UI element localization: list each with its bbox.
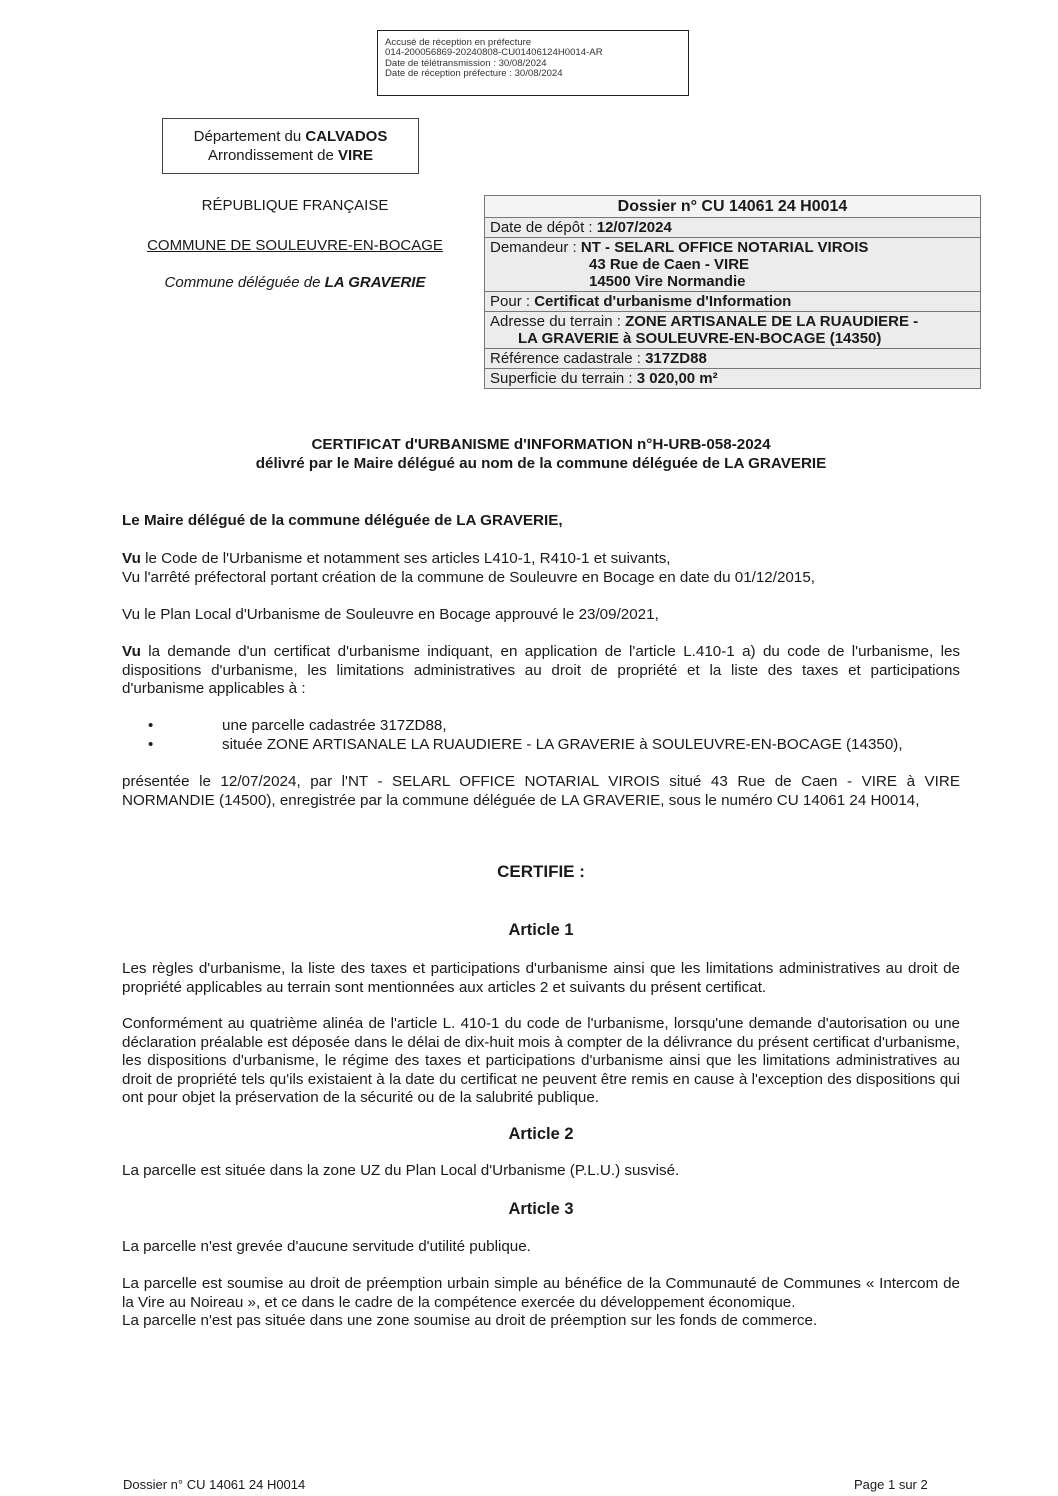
vu-plu: Vu le Plan Local d'Urbanisme de Souleuvre en Bocage approuvé le 23/09/2021, [122,606,659,623]
vu-arrete: Vu l'arrêté préfectoral portant création de la commune de Souleuvre en Bocage en date du 01/12/2015, [122,569,815,586]
presentee-paragraph: présentée le 12/07/2024, par l'NT - SELARL OFFICE NOTARIAL VIROIS situé 43 Rue de Caen - VIRE à VIRE NORMANDIE (14500), enregistrée par la commune déléguée de LA GRAVERIE, sous le numéro CU 14061 24 H0014, [122,773,960,809]
dossier-number: Dossier n° CU 14061 24 H0014 [485,196,981,218]
article-1-paragraph: Les règles d'urbanisme, la liste des taxes et participations d'urbanisme ainsi que les limitations administratives au droit de propriété applicables au terrain sont mentionnées aux articles 2 et suivants du présent certificat. [122,960,960,996]
maire-line: Le Maire délégué de la commune déléguée de LA GRAVERIE, [122,512,563,529]
vu-demande: Vu la demande d'un certificat d'urbanisme indiquant, en application de l'article L.410-1 a) du code de l'urbanisme, les dispositions d'urbanisme, les limitations administratives au droit de propriété et la liste des taxes et participations d'urbanisme applicables à : [122,643,960,697]
article-3-paragraph: La parcelle est soumise au droit de préemption urbain simple au bénéfice de la Communauté de Communes « Intercom de la Vire au Noireau », et ce dans le cadre de la compétence exercée du développement économique. [122,1275,960,1311]
page-number: Page 1 sur 2 [854,1477,928,1492]
stamp-line: Accusé de réception en préfecture [385,37,532,48]
article-2-paragraph: La parcelle est située dans la zone UZ du Plan Local d'Urbanisme (P.L.U.) susvisé. [122,1162,680,1179]
footer-dossier-number: Dossier n° CU 14061 24 H0014 [123,1477,306,1492]
vu-code-urbanisme: Vu le Code de l'Urbanisme et notamment ses articles L410-1, R410-1 et suivants, [122,550,671,567]
reception-stamp [377,30,689,96]
stamp-line: Date de réception préfecture : 30/08/2024 [385,68,563,80]
adresse-terrain: Adresse du terrain : ZONE ARTISANALE DE LA RUAUDIERE - LA GRAVERIE à SOULEUVRE-EN-BOCAGE (14350) [485,312,981,349]
article-3-title: Article 3 [508,1200,574,1218]
parcelle-list [148,717,968,755]
arrondissement-line: Arrondissement de VIRE [207,147,374,164]
stamp-line: Date de télétransmission : 30/08/2024 [385,57,547,69]
bullet-icon: • [148,736,154,753]
article-1-title: Article 1 [508,921,574,939]
certificat-title: CERTIFICAT d'URBANISME d'INFORMATION n°H-URB-058-2024 [311,436,771,453]
demandeur: Demandeur : NT - SELARL OFFICE NOTARIAL VIROIS 43 Rue de Caen - VIRE 14500 Vire Normandie [485,238,981,292]
list-item: • située ZONE ARTISANALE LA RUAUDIERE - LA GRAVERIE à SOULEUVRE-EN-BOCAGE (14350), [148,736,903,753]
article-1-paragraph: Conformément au quatrième alinéa de l'article L. 410-1 du code de l'urbanisme, lorsqu'une demande d'autorisation ou une déclaration préalable est déposée dans le délai de dix-huit mois à compter de la délivrance du présent certificat d'urbanisme, les dispositions d'urbanisme, le régime des taxes et participations d'urbanisme ainsi que les limitations administratives au droit de propriété tels qu'ils existaient à la date du certificat ne peuvent être remis en cause à l'exception des dispositions qui ont pour objet la préservation de la sécurité ou de la salubrité publique. [122,1015,960,1106]
department-line: Département du CALVADOS [193,128,388,145]
certifie-heading: CERTIFIE : [497,862,585,881]
commune-deleguee: Commune déléguée de LA GRAVERIE [164,274,426,291]
list-item: • une parcelle cadastrée 317ZD88, [148,717,447,734]
pour: Pour : Certificat d'urbanisme d'Information [485,292,981,312]
stamp-line: 014-200056869-20240808-CU01406124H0014-AR [385,47,603,59]
republique-heading: RÉPUBLIQUE FRANÇAISE [201,197,389,214]
department-box [162,118,419,174]
date-depot: Date de dépôt : 12/07/2024 [485,218,981,238]
dossier-info-box [484,195,981,389]
article-2-title: Article 2 [508,1125,574,1143]
bullet-icon: • [148,717,154,734]
article-3-paragraph: La parcelle n'est pas située dans une zone soumise au droit de préemption sur les fonds de commerce. [122,1312,818,1329]
commune-heading: COMMUNE DE SOULEUVRE-EN-BOCAGE [147,237,443,254]
certificat-subtitle: délivré par le Maire délégué au nom de la commune déléguée de LA GRAVERIE [255,455,827,472]
reference-cadastrale: Référence cadastrale : 317ZD88 [485,349,981,369]
superficie-terrain: Superficie du terrain : 3 020,00 m² [485,369,981,389]
article-3-paragraph: La parcelle n'est grevée d'aucune servitude d'utilité publique. [122,1238,531,1255]
